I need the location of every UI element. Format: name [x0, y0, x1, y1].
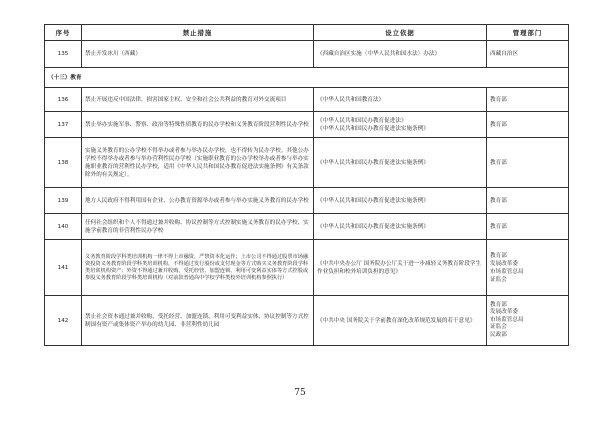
page-number: 75: [294, 388, 306, 398]
row-department: 教育部 发展改革委 市场监管总局 证监会: [487, 240, 569, 296]
row-number: 137: [45, 112, 82, 138]
row-basis: 《中共中央办公厅 国务院办公厅关于进一步减轻义务教育阶段学生作业负担和校外培训负担的意见》: [314, 240, 487, 296]
row-basis: 《西藏自治区实施〈中华人民共和国水法〉办法》: [314, 41, 487, 68]
row-department: 教育部: [487, 88, 569, 112]
row-number: 138: [45, 138, 82, 188]
row-number: 136: [45, 88, 82, 112]
table-header-row: [45, 25, 569, 41]
header-measure: 禁止措施: [82, 25, 314, 41]
table-row: [45, 188, 569, 214]
row-department: 西藏自治区: [487, 41, 569, 68]
row-department: 教育部: [487, 112, 569, 138]
row-number: 141: [45, 240, 82, 296]
row-measure: 禁止开发冰川（西藏）: [82, 41, 314, 68]
table-row: [45, 41, 569, 68]
row-number: 135: [45, 41, 82, 68]
row-basis: 《中华人民共和国教育法》: [314, 88, 487, 112]
row-department: 教育部: [487, 188, 569, 214]
section-row: [45, 68, 569, 88]
table-row: [45, 214, 569, 240]
row-measure: 地方人民政府不得利用国有企业、公办教育资源举办或者参与举办实施义务教育的民办学校: [82, 188, 314, 214]
row-basis: 《中华人民共和国民办教育促进法实施条例》: [314, 188, 487, 214]
table-row: [45, 240, 569, 296]
row-basis: 《中华人民共和国民办教育促进法实施条例》: [314, 214, 487, 240]
row-department: 教育部 发展改革委 市场监管总局 证监会 民政部: [487, 296, 569, 346]
row-measure: 禁止开展违反中国法律，损害国家主权、安全和社会公共利益的教育对外交流项目: [82, 88, 314, 112]
row-number: 140: [45, 214, 82, 240]
header-department: 管理部门: [487, 25, 569, 41]
row-measure: 义务教育阶段学科类培训机构一律不得上市融资，严禁资本化运作；上市公司不得通过股票市场融资投资义务教育阶段学科类培训机构，不得通过发行股份或支付现金等方式购买义务教育阶段学科类培训机构资产；外资不得通过兼并收购、受托经营、加盟连锁、利用可变利益实体等方式控股或参股义务教育阶段学科类培训机构（对前款普通高中学校学科类校外培训机构参照执行）: [82, 240, 314, 296]
row-basis: 《中共中央 国务院关于学前教育深化改革规范发展的若干意见》: [314, 296, 487, 346]
table-row: [45, 138, 569, 188]
header-basis: 设立依据: [314, 25, 487, 41]
table-row: [45, 296, 569, 346]
row-measure: 禁止社会资本通过兼并收购、受托经营、加盟连锁、利用可变利益实体、协议控制等方式控制国有资产或集体资产举办的幼儿园、非营利性幼儿园: [82, 296, 314, 346]
row-measure: 任何社会组织和个人不得通过兼并收购、协议控制等方式控制实施义务教育的民办学校、实施学前教育的非营利性民办学校: [82, 214, 314, 240]
section-title: （十三）教育: [45, 68, 569, 88]
row-basis: 《中华人民共和国民办教育促进法》 《中华人民共和国民办教育促进法实施条例》: [314, 112, 487, 138]
regulation-table: [44, 24, 569, 346]
table-row: [45, 112, 569, 138]
row-number: 139: [45, 188, 82, 214]
header-number: 序号: [45, 25, 82, 41]
row-basis: 《中华人民共和国民办教育促进法实施条例》: [314, 138, 487, 188]
row-measure: 禁止举办实施军事、警察、政治等特殊性质教育的民办学校和义务教育阶段营利性民办学校: [82, 112, 314, 138]
row-measure: 实施义务教育的公办学校不得举办或者参与举办民办学校，也不得转为民办学校。其他公办学校不得举办或者参与举办营利性民办学校（实施职业教育的公办学校举办或者参与举办实施职业教育的营利性民办学校，适用《中华人民共和国民办教育促进法实施条例》有关条款除外的有关规定）。: [82, 138, 314, 188]
row-department: 教育部: [487, 138, 569, 188]
row-department: 教育部: [487, 214, 569, 240]
row-number: 142: [45, 296, 82, 346]
table-row: [45, 88, 569, 112]
